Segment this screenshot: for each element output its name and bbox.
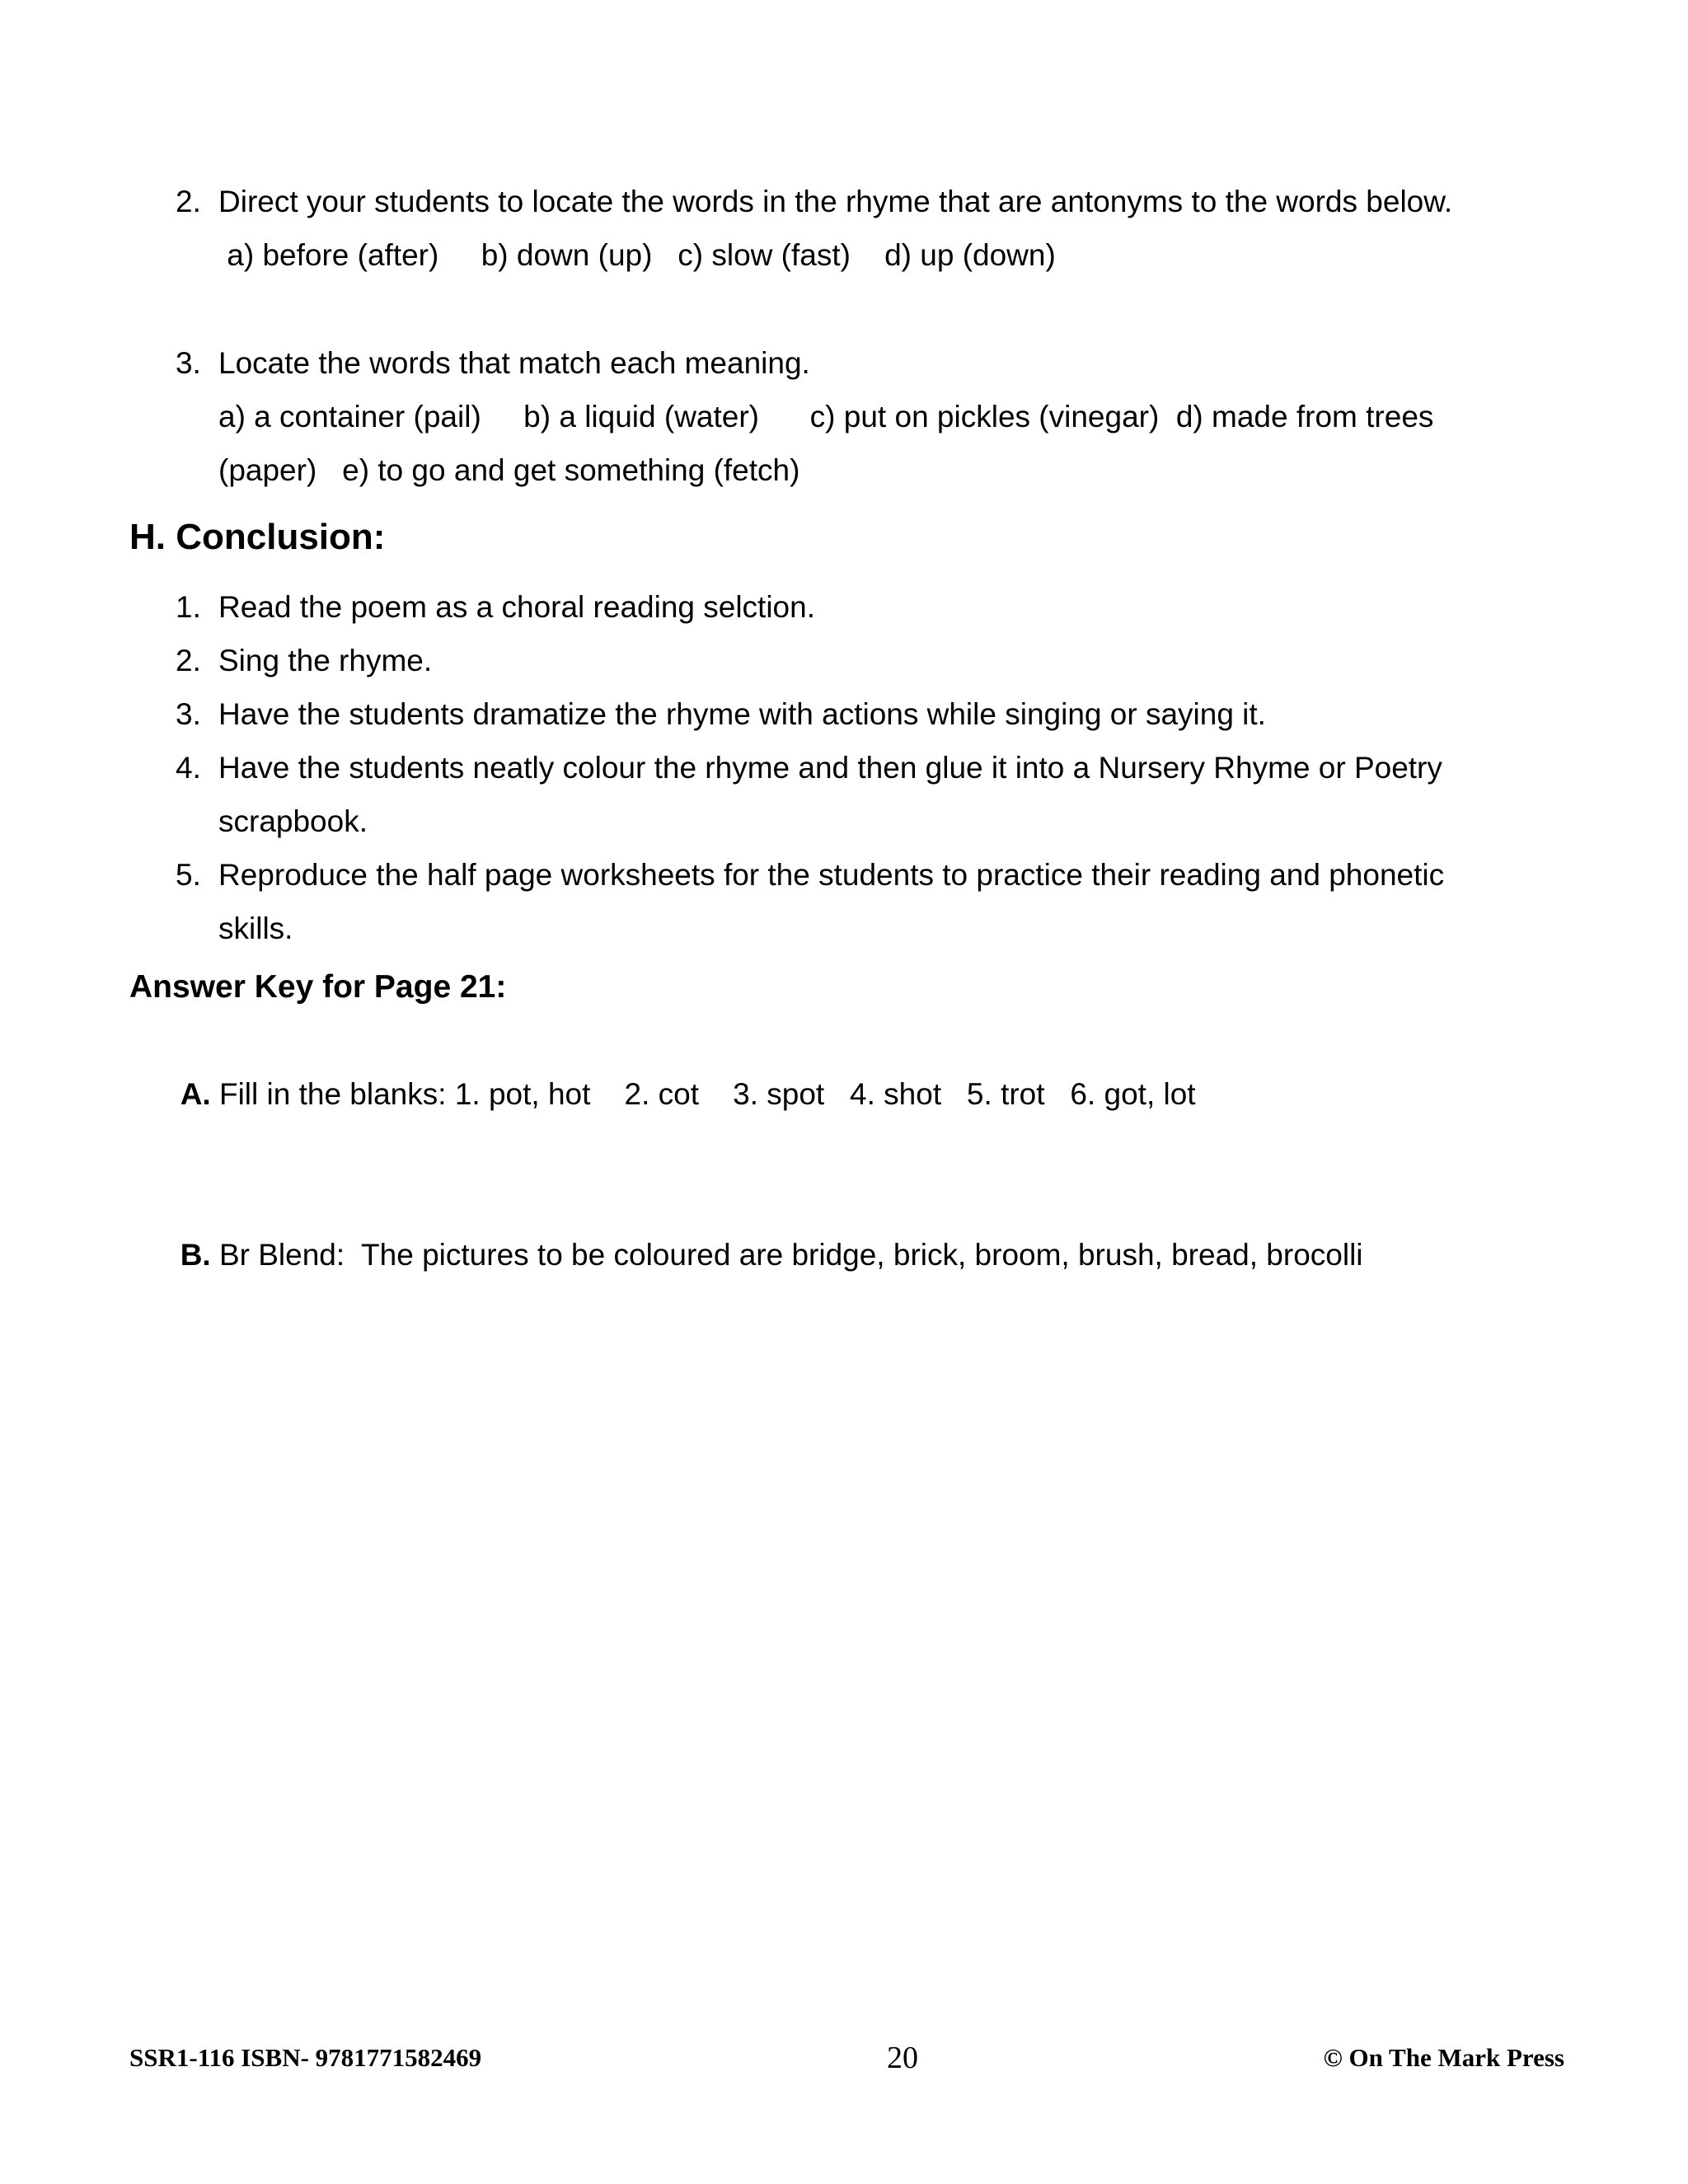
conclusion-item-2 [176,634,1597,687]
activity-2-options: a) before (after) b) down (up) c) slow (fast) d) up (down) [218,238,1056,272]
conclusion-item-3-text: Have the students dramatize the rhyme with actions while singing or saying it. [218,697,1266,731]
conclusion-item-1 [176,580,1597,634]
conclusion-item-3-number: 3. [176,697,201,731]
conclusion-item-1-number: 1. [176,590,201,624]
conclusion-item-5-number: 5. [176,858,201,892]
activity-item-3 [176,336,1597,497]
activity-3-options-line-2: (paper) e) to go and get something (fetch) [218,453,800,487]
conclusion-item-4 [176,741,1597,848]
answer-key-item-b [129,1174,1597,1335]
page-footer [129,2037,1564,2079]
conclusion-item-1-text: Read the poem as a choral reading selction. [218,590,815,624]
activity-3-text: Locate the words that match each meaning. [218,346,810,380]
activity-3-number: 3. [176,346,201,380]
answer-key-heading: Answer Key for Page 21: [129,969,507,1005]
conclusion-item-5-text: Reproduce the half page worksheets for the students to practice their reading and phonetic [218,858,1445,892]
activity-2-body [218,175,1597,282]
conclusion-item-4-text: Have the students neatly colour the rhyme and then glue it into a Nursery Rhyme or Poetry [218,751,1442,785]
conclusion-item-5-text-continued: skills. [218,912,293,945]
conclusion-item-2-text: Sing the rhyme. [218,644,433,677]
conclusion-item-4-text-continued: scrapbook. [218,804,368,838]
activity-item-2 [176,175,1597,282]
answer-key-item-b-label: B. [180,1238,211,1272]
activity-2-number: 2. [176,185,201,218]
conclusion-item-4-number: 4. [176,751,201,785]
activity-3-options-line-1: a) a container (pail) b) a liquid (water) c) put on pickles (vinegar) d) made from trees [218,400,1434,434]
page-content [129,175,1597,1335]
answer-key-item-a-text: Fill in the blanks: 1. pot, hot 2. cot 3. spot 4. shot 5. trot 6. got, lot [210,1077,1196,1111]
footer-page-number: 20 [887,2041,918,2075]
footer-publisher: © On The Mark Press [1323,2043,1564,2072]
footer-isbn: SSR1-116 ISBN- 9781771582469 [129,2043,482,2072]
conclusion-item-5 [176,848,1597,955]
answer-key-item-b-text: Br Blend: The pictures to be coloured are bridge, brick, broom, brush, bread, brocolli [210,1238,1363,1272]
conclusion-item-2-number: 2. [176,644,201,677]
answer-key-item-a-label: A. [180,1077,211,1111]
activity-3-body [218,336,1597,497]
answer-key-item-a [129,1014,1597,1174]
conclusion-list [129,580,1597,955]
conclusion-heading: H. Conclusion: [129,517,386,557]
conclusion-item-3 [176,687,1597,741]
activity-2-text: Direct your students to locate the words in the rhyme that are antonyms to the words below. [218,185,1453,218]
